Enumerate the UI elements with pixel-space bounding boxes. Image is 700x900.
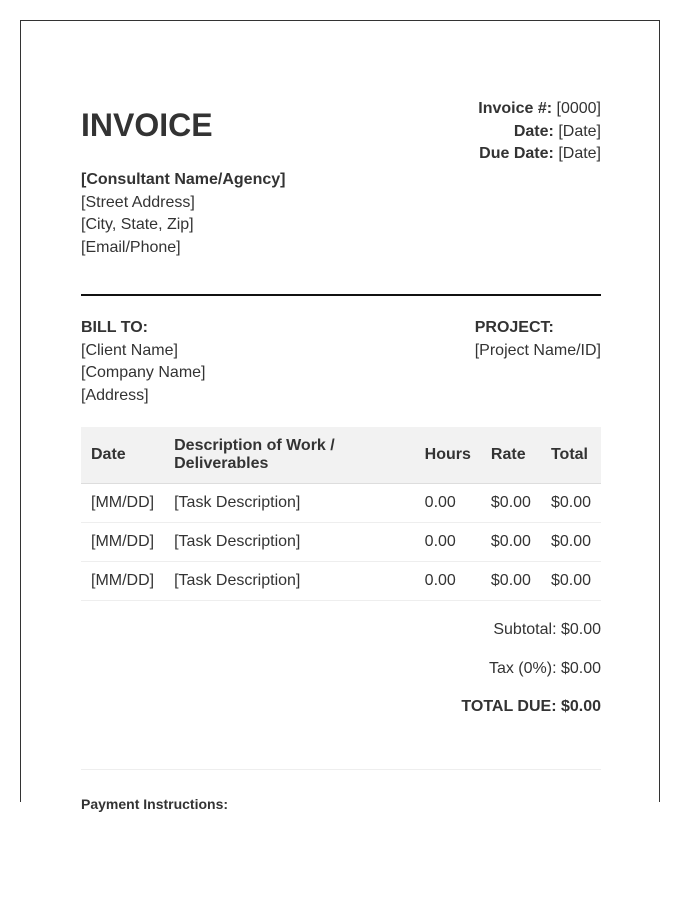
table-row [81, 523, 601, 562]
column-header-hours: Hours [415, 427, 481, 484]
invoice-due-date-value: [Date] [558, 145, 601, 162]
project-value: [Project Name/ID] [474, 341, 601, 359]
header-divider [81, 294, 601, 296]
column-header-rate: Rate [481, 427, 541, 484]
cell-date: [MM/DD] [81, 484, 164, 523]
cell-hours: 0.00 [415, 523, 481, 562]
cell-total: $0.00 [541, 484, 601, 523]
cell-description: [Task Description] [164, 523, 415, 562]
cell-rate: $0.00 [481, 562, 541, 601]
invoice-due-date-label: Due Date: [479, 145, 554, 162]
invoice-meta [478, 98, 601, 166]
cell-date: [MM/DD] [81, 523, 164, 562]
footer-divider [81, 769, 601, 770]
project-block [475, 317, 601, 362]
consultant-block [81, 169, 285, 259]
cell-hours: 0.00 [415, 562, 481, 601]
cell-total: $0.00 [541, 523, 601, 562]
invoice-page [20, 20, 660, 812]
consultant-city: [City, State, Zip] [81, 216, 194, 233]
payment-instructions-label: Payment Instructions: [81, 796, 229, 812]
company-name: [Company Name] [81, 364, 206, 381]
invoice-number-value: [0000] [556, 100, 601, 117]
totals-block [461, 621, 601, 737]
cell-rate: $0.00 [481, 484, 541, 523]
table-row [81, 562, 601, 601]
cell-rate: $0.00 [481, 523, 541, 562]
cell-description: [Task Description] [164, 562, 415, 601]
consultant-street: [Street Address] [81, 193, 195, 211]
invoice-number-label: Invoice #: [478, 100, 553, 117]
column-header-total: Total [541, 427, 601, 484]
table-row [81, 484, 601, 523]
bill-to-label: BILL TO: [81, 319, 148, 336]
client-address: [Address] [81, 386, 149, 404]
line-items-table [81, 427, 601, 601]
invoice-date-label: Date: [513, 122, 554, 140]
invoice-date-line [478, 121, 601, 144]
bill-to-block [81, 317, 206, 407]
invoice-number-line [478, 98, 601, 121]
project-label: PROJECT: [474, 319, 554, 336]
tax-line: Tax (0%): $0.00 [488, 659, 601, 677]
cell-total: $0.00 [541, 562, 601, 601]
column-header-description: Description of Work / Deliverables [164, 427, 415, 484]
consultant-name: [Consultant Name/Agency] [81, 171, 286, 188]
client-name: [Client Name] [81, 341, 178, 359]
column-header-date: Date [81, 427, 164, 484]
cell-hours: 0.00 [415, 484, 481, 523]
subtotal-line: Subtotal: $0.00 [493, 621, 601, 638]
invoice-title: INVOICE [81, 107, 213, 143]
cell-date: [MM/DD] [81, 562, 164, 601]
cell-description: [Task Description] [164, 484, 415, 523]
invoice-due-date-line [478, 143, 601, 166]
invoice-date-value: [Date] [558, 122, 601, 140]
total-due-line: TOTAL DUE: $0.00 [461, 698, 601, 715]
table-header-row [81, 427, 601, 484]
consultant-contact: [Email/Phone] [81, 238, 181, 256]
